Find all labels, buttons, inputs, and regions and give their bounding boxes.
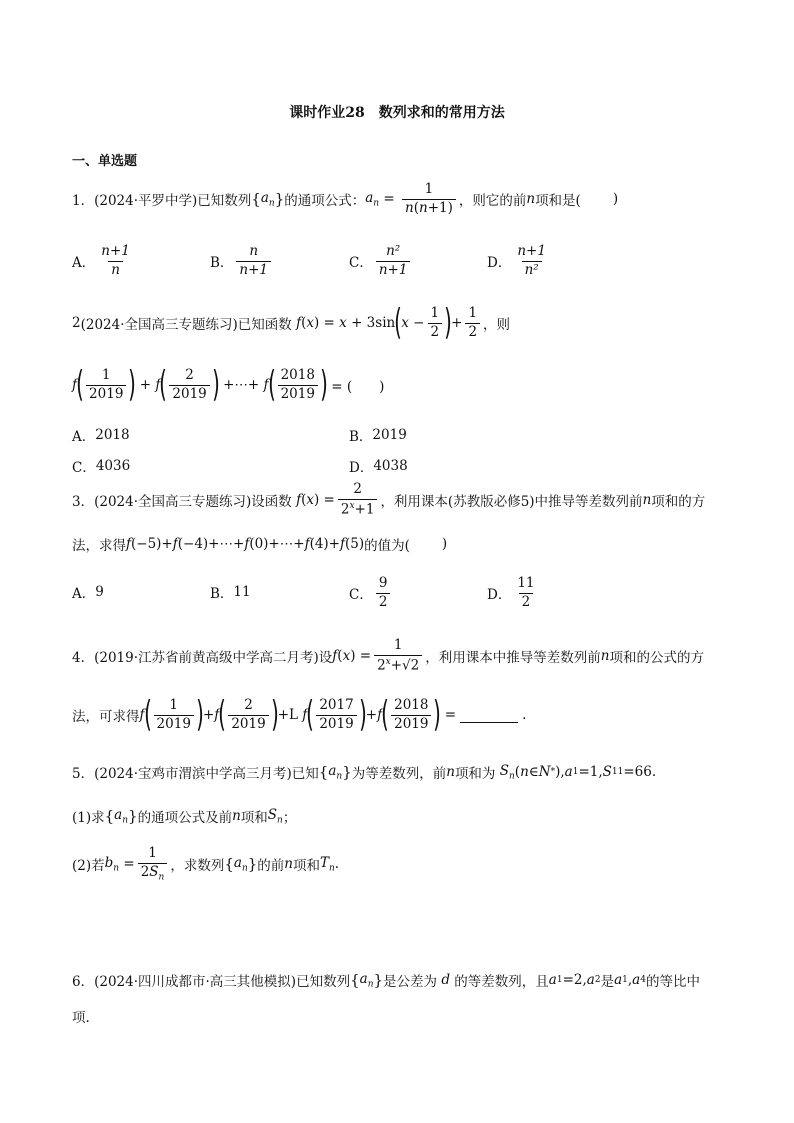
question-6-stem: 6． (2024·四川成都市·高三其他模拟) 已知数列 { $a_n$ } 是公差为 d 的等差数列，且 a 1 =2, a 2 是 a 1 , a 4 的等比中: [72, 970, 700, 990]
question-1-option-a[interactable]: A． $\frac{n+1}{n}$: [72, 243, 130, 278]
question-4-stem: 4． (2019·江苏省前黄高级中学高二月考) 设 f ( x ) = $\frac{1}{2^x+√2}$ ，利用课本中推导等差数列前 n 项和的公式的方: [72, 637, 704, 674]
question-1-option-d[interactable]: D． $\frac{n+1}{\text{n²}}$: [487, 243, 546, 278]
question-3-option-d[interactable]: D． $\frac{11}{2}$: [487, 575, 535, 610]
question-6-line-2: 项.: [72, 1010, 90, 1026]
section-heading: 一、单选题: [72, 154, 138, 169]
question-2-option-a[interactable]: A． 2018: [72, 427, 130, 445]
page-title: 课时作业28 数列求和的常用方法: [289, 105, 505, 121]
question-3-option-a[interactable]: A． 9: [72, 584, 104, 602]
question-3-stem: 3． (2024·全国高三专题练习) 设函数 f ( x ) = $\frac{2}{2^x+1}$ ，利用课本(苏教版必修5)中推导等差数列前 n 项和的方: [72, 481, 706, 518]
question-2-stem: 2 (2024·全国高三专题练习) 已知函数 f ( x ) = x + 3sin ( x − $\frac{1}{2}$ ) + $\frac{1}{2}$ ，则: [72, 301, 511, 343]
question-2-option-b[interactable]: B． 2019: [349, 427, 407, 445]
question-1-option-c[interactable]: C． $\frac{\text{n²}}{n+1}$: [349, 244, 413, 278]
question-4-answer-blank[interactable]: [460, 708, 518, 723]
question-1-stem: 1． (2024·平罗中学) 已知数列 { $a_n$ } 的通项公式： $a_n$ = $\frac{1}{n(n+1)}$ ，则它的前 n 项和是( ): [72, 181, 619, 216]
question-2-option-d[interactable]: D． 4038: [349, 458, 408, 476]
question-1-option-b[interactable]: B． $\frac{n}{n+1}$: [210, 244, 274, 278]
question-3-line-2: 法，求得 f (−5)+ f (−4)+⋯+ f (0)+⋯+ f (4)+ f (5) 的值为( ): [72, 536, 448, 554]
question-3-option-b[interactable]: B． 11: [210, 584, 251, 602]
question-3-option-c[interactable]: C． $\frac{9}{2}$: [349, 576, 393, 610]
question-2-expression: f ( $\frac{1}{2019}$ ) + f ( $\frac{2}{2019}$ ) +⋯+ f ( $\frac{2018}{2019}$ ) = ( ): [72, 363, 385, 405]
question-5-part-2: (2)若 $b_n$ = $\frac{1}{2S_n}$ ，求数列 { $a_n$ } 的前 n 项和 $T_n$ .: [72, 845, 340, 883]
question-2-option-c[interactable]: C． 4036: [72, 458, 131, 476]
question-5-stem: 5． (2024·宝鸡市渭滨中学高三月考) 已知 { $a_n$ } 为等差数列，前 n 项和为 $S_n$ ( n ∈ N * ) , a 1 =1, S 11 =66.: [72, 762, 657, 782]
question-5-part-1: (1)求 { $a_n$ } 的通项公式及前 n 项和 $S_n$ ；: [72, 806, 297, 826]
question-4-line-2: 法，可求得 f ( $\frac{1}{2019}$ ) + f ( $\frac{2}{2019}$ ) +L f ( $\frac{2017}{2019}$ ) + f ( $\frac{2018}{2019}$ ) = .: [72, 693, 527, 735]
